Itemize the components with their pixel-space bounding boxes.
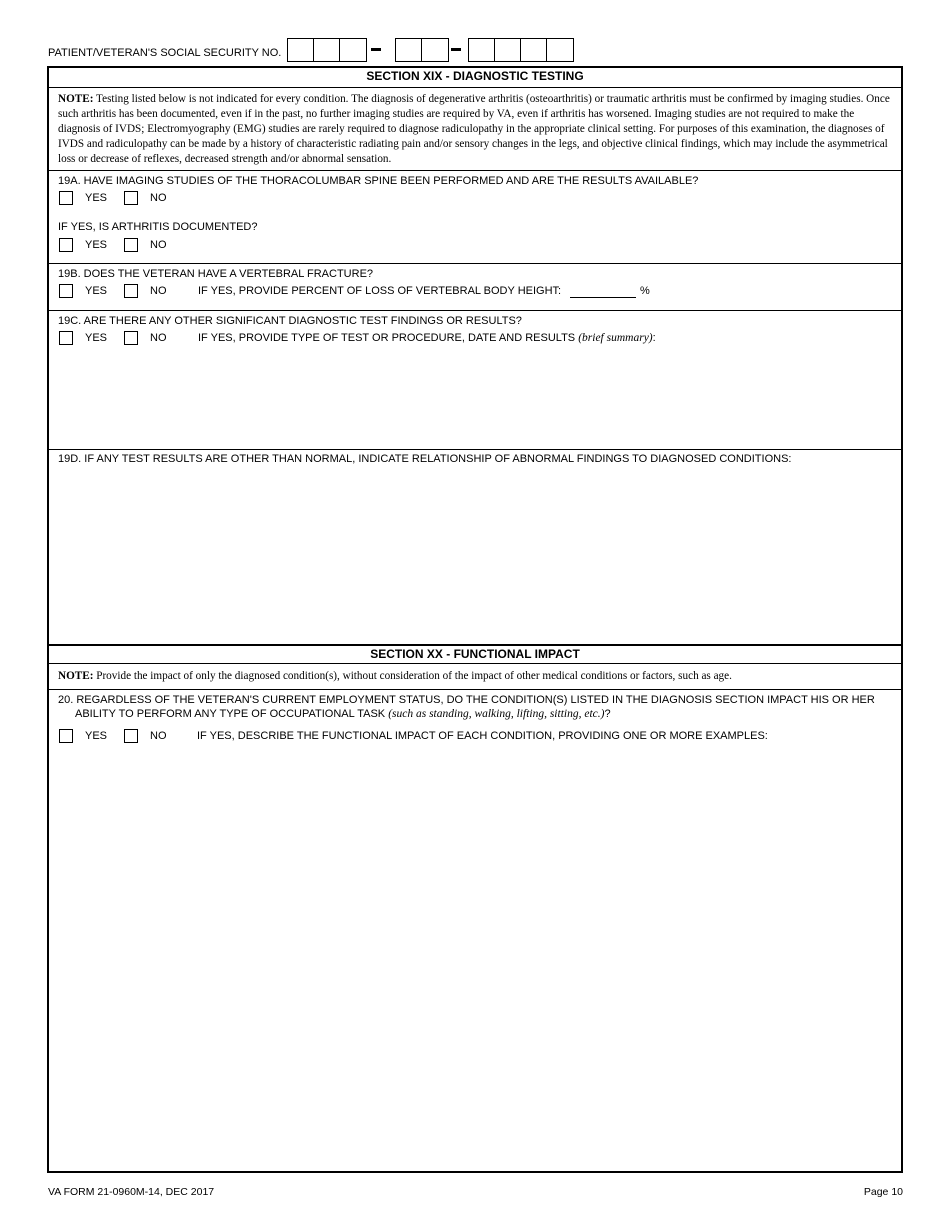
ssn-digit-box[interactable]	[314, 39, 340, 61]
q19b-yes-checkbox[interactable]	[59, 284, 73, 298]
question-19a-sub-label: IF YES, IS ARTHRITIS DOCUMENTED?	[58, 221, 258, 233]
q19c-yes-checkbox[interactable]	[59, 331, 73, 345]
q19c-followup-text: IF YES, PROVIDE TYPE OF TEST OR PROCEDURE, DATE AND RESULTS	[198, 332, 576, 344]
q19b-yes-label: YES	[85, 285, 108, 297]
note-text: Testing listed below is not indicated for every condition. The diagnosis of degenerative arthritis (osteoarthritis) or traumatic arthritis must be confirmed by imaging studies. Once such arthritis has been documented, even if in the past, no further imaging studies are required by VA, even if arthritis has worsened. Imaging studies are not required to make the diagnosis of IVDS; Electromyography (EMG) studies are rarely required to diagnose radiculopathy in the appropriate clinical setting. For purposes of this examination, the diagnoses of IVDS and radiculopathy can be made by a history of characteristic radiating pain and/or sensory changes in the legs, and objective clinical findings, which may include the asymmetrical loss or decrease of reflexes, decreased strength and/or abnormal sensation.	[58, 93, 890, 165]
note-label: NOTE:	[58, 670, 94, 682]
q19c-no-checkbox[interactable]	[124, 331, 138, 345]
question-19d-row	[49, 449, 901, 644]
q19b-no-label: NO	[150, 285, 167, 297]
ssn-group-group	[395, 38, 449, 62]
ssn-digit-box[interactable]	[288, 39, 314, 61]
q19c-followup-italic: (brief summary)	[578, 332, 653, 344]
ssn-digit-box[interactable]	[521, 39, 547, 61]
q20-line2-text: ABILITY TO PERFORM ANY TYPE OF OCCUPATIONAL TASK	[75, 708, 386, 720]
q20-no-label: NO	[150, 730, 167, 742]
ssn-label: PATIENT/VETERAN'S SOCIAL SECURITY NO.	[48, 47, 282, 59]
ssn-digit-box[interactable]	[396, 39, 422, 61]
q19a-sub-yes-checkbox[interactable]	[59, 238, 73, 252]
question-20-label-line1: 20. REGARDLESS OF THE VETERAN'S CURRENT EMPLOYMENT STATUS, DO THE CONDITION(S) LISTED IN THE DIAGNOSIS SECTION IMPACT HIS OR HER	[58, 694, 875, 706]
form-id: VA FORM 21-0960M-14, DEC 2017	[48, 1186, 215, 1198]
question-19a-row	[49, 170, 901, 263]
ssn-digit-box[interactable]	[422, 39, 448, 61]
q19a-sub-yes-label: YES	[85, 239, 108, 251]
question-19b-label: 19B. DOES THE VETERAN HAVE A VERTEBRAL FRACTURE?	[58, 268, 374, 280]
question-20-row	[49, 689, 901, 1171]
q20-line2-italic: (such as standing, walking, lifting, sitting, etc.)	[388, 708, 605, 720]
q20-response-area[interactable]	[49, 748, 901, 1171]
form-frame	[47, 66, 903, 1173]
q19d-response-area[interactable]	[49, 470, 901, 644]
q20-no-checkbox[interactable]	[124, 729, 138, 743]
q20-yes-label: YES	[85, 730, 108, 742]
question-19c-row	[49, 310, 901, 449]
q19c-followup-colon: :	[652, 332, 656, 344]
percent-unit-label: %	[640, 285, 650, 297]
page-number: Page 10	[863, 1186, 903, 1198]
q19c-no-label: NO	[150, 332, 167, 344]
q19a-yes-label: YES	[85, 192, 108, 204]
section-xx-title: SECTION XX - FUNCTIONAL IMPACT	[49, 644, 901, 663]
question-19b-row	[49, 263, 901, 310]
vertebral-height-loss-field[interactable]	[570, 285, 636, 298]
ssn-digit-box[interactable]	[495, 39, 521, 61]
q19b-followup-label: IF YES, PROVIDE PERCENT OF LOSS OF VERTEBRAL BODY HEIGHT:	[198, 285, 562, 297]
q20-line2-end: ?	[604, 708, 611, 720]
q19c-followup-label	[198, 332, 656, 344]
ssn-digit-box[interactable]	[340, 39, 366, 61]
section-xix-title: SECTION XIX - DIAGNOSTIC TESTING	[366, 69, 584, 83]
question-20-label-line2	[75, 708, 611, 720]
ssn-serial-group	[468, 38, 574, 62]
ssn-area-group	[287, 38, 367, 62]
q19a-sub-no-checkbox[interactable]	[124, 238, 138, 252]
ssn-digit-box[interactable]	[547, 39, 573, 61]
section-xix-note	[49, 87, 901, 171]
note-text: Provide the impact of only the diagnosed condition(s), without consideration of the impact of other medical conditions or factors, such as age.	[96, 670, 732, 682]
q19a-yes-checkbox[interactable]	[59, 191, 73, 205]
q19a-no-label: NO	[150, 192, 167, 204]
question-19a-label: 19A. HAVE IMAGING STUDIES OF THE THORACOLUMBAR SPINE BEEN PERFORMED AND ARE THE RESULTS AVAILABLE?	[58, 175, 699, 187]
q19a-sub-no-label: NO	[150, 239, 167, 251]
q20-followup-label: IF YES, DESCRIBE THE FUNCTIONAL IMPACT OF EACH CONDITION, PROVIDING ONE OR MORE EXAMPLES:	[197, 730, 768, 742]
ssn-dash	[371, 48, 381, 51]
ssn-digit-box[interactable]	[469, 39, 495, 61]
q19c-response-area[interactable]	[49, 349, 901, 449]
question-19d-label: 19D. IF ANY TEST RESULTS ARE OTHER THAN NORMAL, INDICATE RELATIONSHIP OF ABNORMAL FINDINGS TO DIAGNOSED CONDITIONS:	[58, 453, 792, 465]
q20-yes-checkbox[interactable]	[59, 729, 73, 743]
note-label: NOTE:	[58, 93, 94, 105]
question-19c-label: 19C. ARE THERE ANY OTHER SIGNIFICANT DIAGNOSTIC TEST FINDINGS OR RESULTS?	[58, 315, 522, 327]
q19b-no-checkbox[interactable]	[124, 284, 138, 298]
section-xx-note	[49, 663, 901, 690]
ssn-dash	[451, 48, 461, 51]
q19c-yes-label: YES	[85, 332, 108, 344]
q19a-no-checkbox[interactable]	[124, 191, 138, 205]
